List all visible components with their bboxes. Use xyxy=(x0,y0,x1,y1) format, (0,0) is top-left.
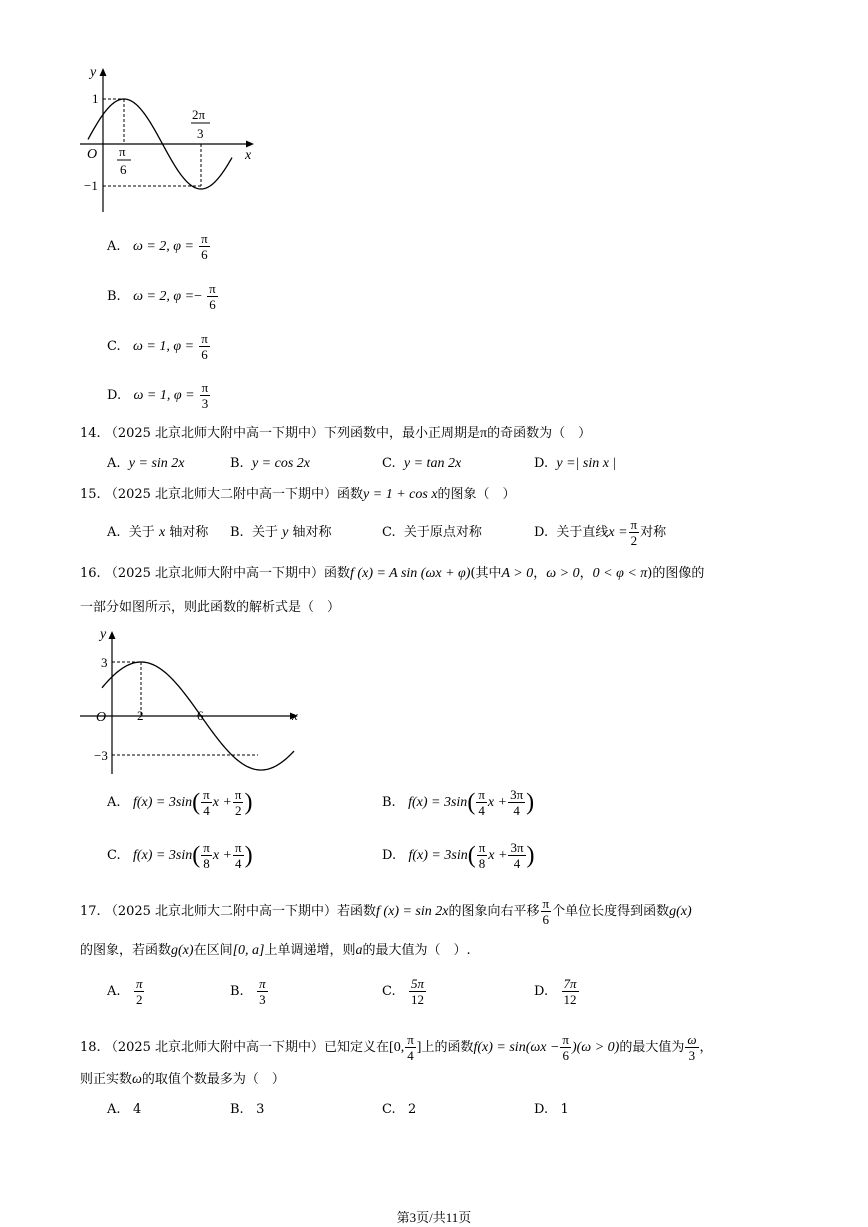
q15-b-var: y xyxy=(282,525,289,540)
q18-int-den: 4 xyxy=(407,1048,414,1063)
q13-option-b[interactable] xyxy=(107,281,219,312)
q18-option-d[interactable] xyxy=(534,1102,569,1118)
q15-a-label: A. xyxy=(107,525,121,540)
q13-b-num: π xyxy=(209,281,216,296)
graph-2-y-label: y xyxy=(100,627,107,642)
q15-d-label: D. xyxy=(534,525,549,540)
graph-2-x1: 2 xyxy=(137,708,144,723)
q14-option-c[interactable] xyxy=(382,456,461,472)
q17-option-c[interactable] xyxy=(382,976,427,1007)
graph-1 xyxy=(70,60,270,220)
q17-line2-a: 的图象，若函数 xyxy=(80,943,172,958)
q16-c-label: C. xyxy=(107,848,121,863)
q17-stem xyxy=(80,896,692,927)
graph-1-x2-den: 3 xyxy=(197,126,204,141)
q17-a-num: π xyxy=(135,976,143,991)
q15-c-pre: 关于原点对称 xyxy=(403,525,482,540)
q13-option-c-label: C. xyxy=(107,339,121,354)
graph-1-x1-den: 6 xyxy=(120,162,127,177)
graph-2-x-label: x xyxy=(292,708,298,723)
q18-a-label: A. xyxy=(107,1102,121,1117)
q18-stem-d: ， xyxy=(699,1040,713,1055)
graph-1-y-label: y xyxy=(90,65,97,80)
q17-line2-c: 上单调递增，则 xyxy=(264,943,356,958)
q18-stem-c: 的最大值为 xyxy=(619,1040,685,1055)
q18-stem-b: 上的函数 xyxy=(421,1040,474,1055)
q15-a-pre: 关于 xyxy=(128,525,155,540)
q17-interval: [0, a] xyxy=(232,943,265,958)
q16-a-d1: 4 xyxy=(203,803,210,818)
q16-b-mid: x + xyxy=(487,795,508,810)
q16-option-b[interactable]: B. f(x) = 3sin( $\frac{\pi}{4}$ x + $\frac{3\pi}{4}$ ) xyxy=(382,787,535,818)
q16-c-n2: π xyxy=(235,840,242,855)
q16-c-n1: π xyxy=(203,840,210,855)
q16-c-pre: f(x) = 3sin xyxy=(133,848,193,863)
q16-c-d1: 8 xyxy=(203,856,210,871)
q18-b-value: 3 xyxy=(256,1102,265,1117)
q18-option-a[interactable] xyxy=(107,1102,141,1118)
q13-option-d-expr: ω = 1, φ = xyxy=(133,388,195,403)
q17-number: 17. xyxy=(80,904,101,919)
q18-fn-num: π xyxy=(562,1032,569,1047)
q16-option-d[interactable]: D. f(x) = 3sin( $\frac{\pi}{8}$ x + $\frac{3\pi}{4}$ ) xyxy=(382,840,535,871)
q17-option-d[interactable] xyxy=(534,976,580,1007)
q16-stem-a: （2025 北京北师大附中高一下期中）函数 xyxy=(104,566,351,581)
graph-2-y-max: 3 xyxy=(101,655,108,670)
q13-option-d-label: D. xyxy=(107,388,122,403)
q14-pi: π xyxy=(480,426,488,441)
q15-option-d[interactable] xyxy=(534,517,666,548)
q18-d-label: D. xyxy=(534,1102,549,1117)
q17-stem-a: （2025 北京北师大二附中高一下期中）若函数 xyxy=(104,904,377,919)
q17-g2: g(x) xyxy=(171,943,194,958)
q18-line2-b: 的取值个数最多为（ ） xyxy=(141,1072,285,1087)
graph-2-x2: 6 xyxy=(197,708,204,723)
q16-stem-line2: 一部分如图所示，则此函数的解析式是（ ） xyxy=(80,600,341,615)
q18-omega: ω xyxy=(132,1072,142,1087)
graph-1-x1-num: π xyxy=(119,144,126,159)
q16-c-mid: x + xyxy=(212,848,232,863)
q13-option-c[interactable] xyxy=(107,331,211,362)
q18-stem xyxy=(80,1032,713,1063)
q15-d-num: π xyxy=(630,517,638,532)
q14-stem-a: （2025 北京北师大附中高一下期中）下列函数中，最小正周期是 xyxy=(104,426,481,441)
q17-den: 6 xyxy=(542,912,550,927)
q18-d-value: 1 xyxy=(560,1102,569,1117)
q18-interval-close: ] xyxy=(416,1040,422,1055)
q15-b-pre: 关于 xyxy=(251,525,278,540)
graph-1-x-arrow xyxy=(246,141,254,148)
q16-d-pre: f(x) = 3sin xyxy=(408,848,468,863)
q16-d-label: D. xyxy=(382,848,397,863)
graph-1-y-min: −1 xyxy=(84,178,98,193)
q14-stem-b: 的奇函数为（ ） xyxy=(487,426,592,441)
q18-int-num: π xyxy=(407,1032,414,1047)
q16-number: 16. xyxy=(80,566,101,581)
q18-number: 18. xyxy=(80,1040,101,1055)
q17-line2-b: 在区间 xyxy=(193,943,233,958)
q17-stem-b: 的图象向右平移 xyxy=(448,904,540,919)
q17-f: f (x) = sin 2x xyxy=(376,904,449,919)
q17-c-den: 12 xyxy=(411,992,425,1007)
q17-b-num: π xyxy=(259,976,266,991)
q16-option-a[interactable]: A. f(x) = 3sin( $\frac{\pi}{4}$ x + $\frac{\pi}{2}$ ) xyxy=(107,787,253,818)
graph-1-y-max: 1 xyxy=(92,91,99,106)
q16-c-d2: 4 xyxy=(235,856,242,871)
graph-1-x2-num: 2π xyxy=(192,107,206,122)
q17-line2-d: 的最大值为（ ）. xyxy=(362,943,471,958)
q16-a-mid: x + xyxy=(212,795,232,810)
q13-d-num: π xyxy=(201,380,209,395)
q16-func: f (x) = A sin (ωx + φ) xyxy=(350,566,471,581)
graph-1-origin: O xyxy=(87,147,98,162)
q18-func-b: )(ω > 0) xyxy=(571,1040,620,1055)
q14-number: 14. xyxy=(80,426,101,441)
q15-d-post: 对称 xyxy=(640,525,667,540)
q15-d-var: x = xyxy=(608,525,628,540)
q15-a-post: 轴对称 xyxy=(169,525,209,540)
q15-b-post: 轴对称 xyxy=(292,525,332,540)
q16-a-label: A. xyxy=(107,795,121,810)
q14-b-expr: y = cos 2x xyxy=(251,456,310,471)
q15-number: 15. xyxy=(80,487,101,502)
q18-b-label: B. xyxy=(230,1102,244,1117)
q15-stem-b: 的图象（ ） xyxy=(437,487,516,502)
q13-a-den: 6 xyxy=(201,247,208,262)
q13-c-num: π xyxy=(201,331,208,346)
q13-b-sign: − xyxy=(194,289,203,304)
q17-b-label: B. xyxy=(230,984,244,999)
q13-c-den: 6 xyxy=(201,347,208,362)
q14-c-expr: y = tan 2x xyxy=(403,456,462,471)
q16-d-n1: π xyxy=(478,840,486,855)
q16-cond3: 0 < φ < π xyxy=(592,566,648,581)
q15-stem-a: （2025 北京北师大二附中高一下期中）函数 xyxy=(104,487,364,502)
q15-d-pre: 关于直线 xyxy=(556,525,609,540)
q14-option-a[interactable] xyxy=(107,456,185,472)
q18-max-den: 3 xyxy=(688,1048,696,1063)
q17-a-label: A. xyxy=(107,984,121,999)
q14-b-label: B. xyxy=(230,456,244,471)
q15-option-b[interactable] xyxy=(230,525,331,541)
q18-c-value: 2 xyxy=(408,1102,417,1117)
q16-option-c[interactable]: C. f(x) = 3sin( $\frac{\pi}{8}$ x + $\frac{\pi}{4}$ ) xyxy=(107,840,253,871)
q16-a-d2: 2 xyxy=(234,803,242,818)
q18-option-c[interactable] xyxy=(382,1102,416,1118)
q16-b-n1: π xyxy=(478,787,485,802)
q18-a-value: 4 xyxy=(132,1102,142,1117)
q13-option-b-label: B. xyxy=(107,289,121,304)
q13-a-num: π xyxy=(201,231,208,246)
q16-comma2: ， xyxy=(579,566,593,581)
q17-d-num: 7π xyxy=(563,976,577,991)
q17-d-den: 12 xyxy=(563,992,577,1007)
q16-comma1: ， xyxy=(533,566,547,581)
q17-option-b[interactable] xyxy=(230,976,269,1007)
q14-option-b[interactable] xyxy=(230,456,310,472)
q13-b-den: 6 xyxy=(209,297,216,312)
q15-option-a[interactable] xyxy=(107,525,208,541)
q16-stem-c: )的图像的 xyxy=(647,566,705,581)
q14-d-label: D. xyxy=(534,456,549,471)
q16-cond1: A > 0 xyxy=(501,566,534,581)
q15-c-label: C. xyxy=(382,525,396,540)
q18-interval-open: [0, xyxy=(389,1040,405,1055)
q13-d-den: 3 xyxy=(201,396,209,411)
q16-d-d2: 4 xyxy=(513,856,521,871)
q15-option-c[interactable] xyxy=(382,525,482,541)
graph-2 xyxy=(80,620,305,780)
q13-option-a-expr: ω = 2, φ = xyxy=(132,239,194,254)
q18-max-num: ω xyxy=(687,1032,697,1047)
q16-b-label: B. xyxy=(382,795,396,810)
q14-a-label: A. xyxy=(107,456,121,471)
q13-option-a[interactable] xyxy=(107,231,211,262)
q18-c-label: C. xyxy=(382,1102,396,1117)
q14-stem xyxy=(80,426,591,442)
page-footer: 第3页/共11页 xyxy=(396,1210,472,1225)
q16-cond2: ω > 0 xyxy=(546,566,580,581)
q16-d-d1: 8 xyxy=(478,856,486,871)
q16-a-pre: f(x) = 3sin xyxy=(132,795,193,810)
q17-g: g(x) xyxy=(669,904,692,919)
q18-stem-a: （2025 北京北师大附中高一下期中）已知定义在 xyxy=(104,1040,390,1055)
q17-option-a[interactable] xyxy=(107,976,145,1007)
q16-d-n2: 3π xyxy=(510,840,524,855)
graph-1-y-arrow xyxy=(100,68,107,76)
q16-b-d1: 4 xyxy=(478,803,485,818)
q17-c-num: 5π xyxy=(411,976,425,991)
graph-1-x-label: x xyxy=(245,148,252,163)
q18-stem-line2 xyxy=(80,1072,285,1088)
q18-func-a: f(x) = sin(ωx − xyxy=(473,1040,560,1055)
q15-expr: y = 1 + cos x xyxy=(363,487,438,502)
graph-2-origin: O xyxy=(96,710,107,725)
q16-a-n1: π xyxy=(203,787,210,802)
q13-option-b-expr: ω = 2, φ = xyxy=(133,289,195,304)
q18-line2-a: 则正实数 xyxy=(80,1072,133,1087)
q13-option-c-expr: ω = 1, φ = xyxy=(133,339,195,354)
q18-fn-den: 6 xyxy=(562,1048,569,1063)
q14-d-expr: y =| sin x | xyxy=(556,456,617,471)
q17-d-label: D. xyxy=(534,984,549,999)
q16-stem-b: (其中 xyxy=(470,566,502,581)
q14-c-label: C. xyxy=(382,456,396,471)
q16-b-n2: 3π xyxy=(510,787,524,802)
q15-a-var: x xyxy=(158,525,166,540)
q17-a: a xyxy=(355,943,363,958)
graph-2-y-arrow xyxy=(109,631,116,639)
q14-option-d[interactable] xyxy=(534,456,616,472)
q16-d-mid: x + xyxy=(488,848,508,863)
q17-c-label: C. xyxy=(382,984,396,999)
q15-b-label: B. xyxy=(230,525,244,540)
q16-b-pre: f(x) = 3sin xyxy=(408,795,468,810)
q17-num: π xyxy=(542,896,550,911)
q17-a-den: 2 xyxy=(135,992,143,1007)
q13-option-a-label: A. xyxy=(107,239,121,254)
q13-option-d[interactable] xyxy=(107,380,211,411)
q16-a-n2: π xyxy=(234,787,242,802)
q16-b-d2: 4 xyxy=(513,803,520,818)
q15-d-den: 2 xyxy=(630,533,638,548)
q17-b-den: 3 xyxy=(259,992,266,1007)
q15-stem xyxy=(80,487,516,503)
graph-2-y-min: −3 xyxy=(94,748,108,763)
q18-option-b[interactable] xyxy=(230,1102,264,1118)
q17-stem-c: 个单位长度得到函数 xyxy=(552,904,670,919)
q17-stem-line2 xyxy=(80,943,471,959)
q14-a-expr: y = sin 2x xyxy=(128,456,185,471)
q16-stem xyxy=(80,566,704,582)
